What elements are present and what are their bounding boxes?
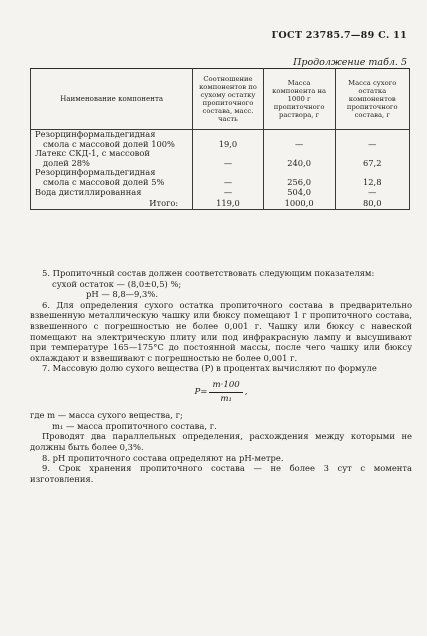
cell-ratio: 119,0 — [193, 197, 263, 209]
cell-mass: 240,0 — [263, 159, 335, 169]
paragraph-5: 5. Пропиточный состав должен соответствовать следующим показателям: — [42, 268, 375, 278]
formula — [30, 380, 412, 404]
formula-fraction — [209, 380, 242, 404]
cell-component: Резорцинформальдегидная — [31, 168, 193, 178]
paragraph-7b: Проводят два параллельных определения, расхождения между которыми не должны быть более 0,3%. — [30, 431, 412, 452]
cell-mass: — — [263, 140, 335, 150]
cell-dry-mass: — — [335, 140, 410, 150]
table-caption: Продолжение табл. 5 — [293, 57, 407, 68]
cell-component: Вода дистиллированная — [31, 188, 193, 198]
paragraph-9: 9. Срок хранения пропиточного состава — не более 3 сут с момента изготовления. — [30, 463, 412, 484]
cell-ratio: 19,0 — [193, 140, 263, 150]
paragraph-6: 6. Для определения сухого остатка пропиточного состава в предварительно взвешенную металлическую чашку или бюксу помещают 1 г пропиточного состава, взвешенного с погрешностью не более 0,001 г. Чашку или бюксу с навеской помещают на электрическую плиту или под инфракрасную лампу и высушивают при температуре 165—175°С до постоянной массы, после чего чашку или бюксу охлаждают и взвешивают с погрешностью не более 0,001 г. — [30, 299, 412, 363]
document-body — [30, 268, 412, 484]
cell-component: Итого: — [31, 197, 193, 209]
paragraph-5-ph: pH — 8,8—9,3%. — [86, 289, 158, 300]
formula-numerator: m·100 — [209, 380, 242, 393]
cell-dry-mass: — — [335, 188, 410, 198]
column-header-dry-mass: Масса сухого остатка компонентов пропиточного состава, г — [335, 69, 410, 130]
where-1: где m — масса сухого вещества, г; — [30, 410, 183, 421]
column-header-mass: Масса компонента на 1000 г пропиточного раствора, г — [263, 69, 335, 130]
table-row — [31, 188, 410, 198]
cell-ratio: — — [193, 159, 263, 169]
cell-dry-mass: 12,8 — [335, 178, 410, 188]
column-header-component: Наименование компонента — [31, 69, 193, 130]
table-row — [31, 197, 410, 209]
where-2: m₁ — масса пропиточного состава, г. — [52, 420, 217, 431]
cell-ratio: — — [193, 188, 263, 198]
cell-mass: 1000,0 — [263, 197, 335, 209]
cell-ratio: — — [193, 178, 263, 188]
page-header: ГОСТ 23785.7—89 С. 11 — [271, 30, 407, 41]
cell-dry-mass: 80,0 — [335, 197, 410, 209]
paragraph-8: 8. pH пропиточного состава определяют на pH-метре. — [42, 452, 284, 463]
cell-component: смола с массовой долей 5% — [31, 178, 193, 188]
cell-component: долей 28% — [31, 159, 193, 169]
cell-mass: 504,0 — [263, 188, 335, 198]
cell-component: смола с массовой долей 100% — [31, 140, 193, 150]
formula-denominator: m₁ — [220, 393, 232, 404]
formula-tail: , — [244, 386, 248, 397]
cell-component: Резорцинформальдегидная — [31, 130, 193, 140]
paragraph-7: 7. Массовую долю сухого вещества (Р) в процентах вычисляют по формуле — [42, 363, 377, 374]
formula-lhs: P= — [194, 386, 208, 397]
column-header-ratio: Соотношение компонентов по сухому остатку пропиточного состава, масс. часть — [193, 69, 263, 130]
cell-component: Латекс СКД-1, с массовой — [31, 149, 193, 159]
composition-table — [30, 68, 410, 210]
cell-mass: 256,0 — [263, 178, 335, 188]
paragraph-5-dry: сухой остаток — (8,0±0,5) %; — [52, 278, 182, 289]
cell-dry-mass: 67,2 — [335, 159, 410, 169]
